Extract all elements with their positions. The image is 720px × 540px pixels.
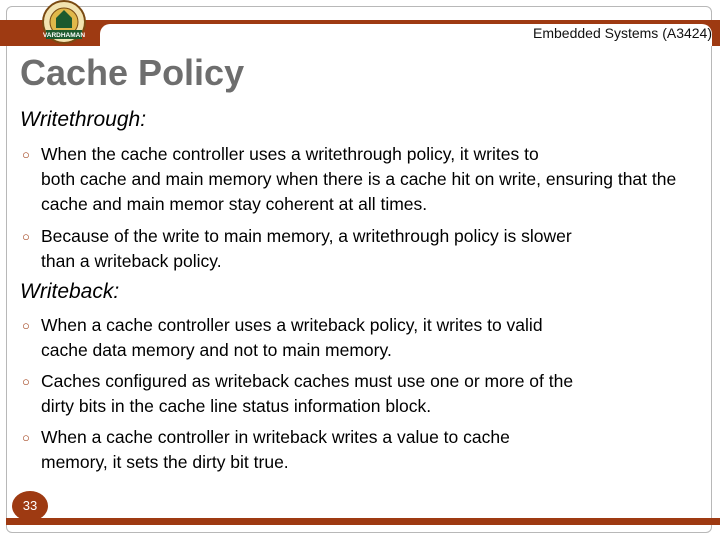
svg-text:VARDHAMAN: VARDHAMAN [42,32,86,39]
hollow-circle-bullet-icon: ○ [22,318,30,333]
college-crest-logo [28,0,100,50]
section-heading-writethrough: Writethrough: [20,108,147,131]
list-item: ○ Caches configured as writeback caches must use one or more of the dirty bits in the cache line status information block. [22,371,574,416]
hollow-circle-bullet-icon: ○ [22,374,30,389]
page-title: Cache Policy [20,52,245,93]
hollow-circle-bullet-icon: ○ [22,430,30,445]
hollow-circle-bullet-icon: ○ [22,147,30,162]
list-item: ○ Because of the write to main memory, a writethrough policy is slower than a writeback policy. [22,226,572,271]
hollow-circle-bullet-icon: ○ [22,229,30,244]
list-item: ○ When the cache controller uses a writethrough policy, it writes to both cache and main memory when there is a cache hit on write, ensuring that the cache and main memor stay coherent at all times. [22,144,677,214]
section-heading-writeback: Writeback: [20,280,120,303]
page-number-badge: 33 [12,491,48,521]
list-item: ○ When a cache controller uses a writeback policy, it writes to valid cache data memory and not to main memory. [22,315,543,360]
list-item: ○ When a cache controller in writeback writes a value to cache memory, it sets the dirty bit true. [22,427,510,472]
course-title: Embedded Systems (A3424) [533,25,712,41]
footer-bar [6,518,720,525]
